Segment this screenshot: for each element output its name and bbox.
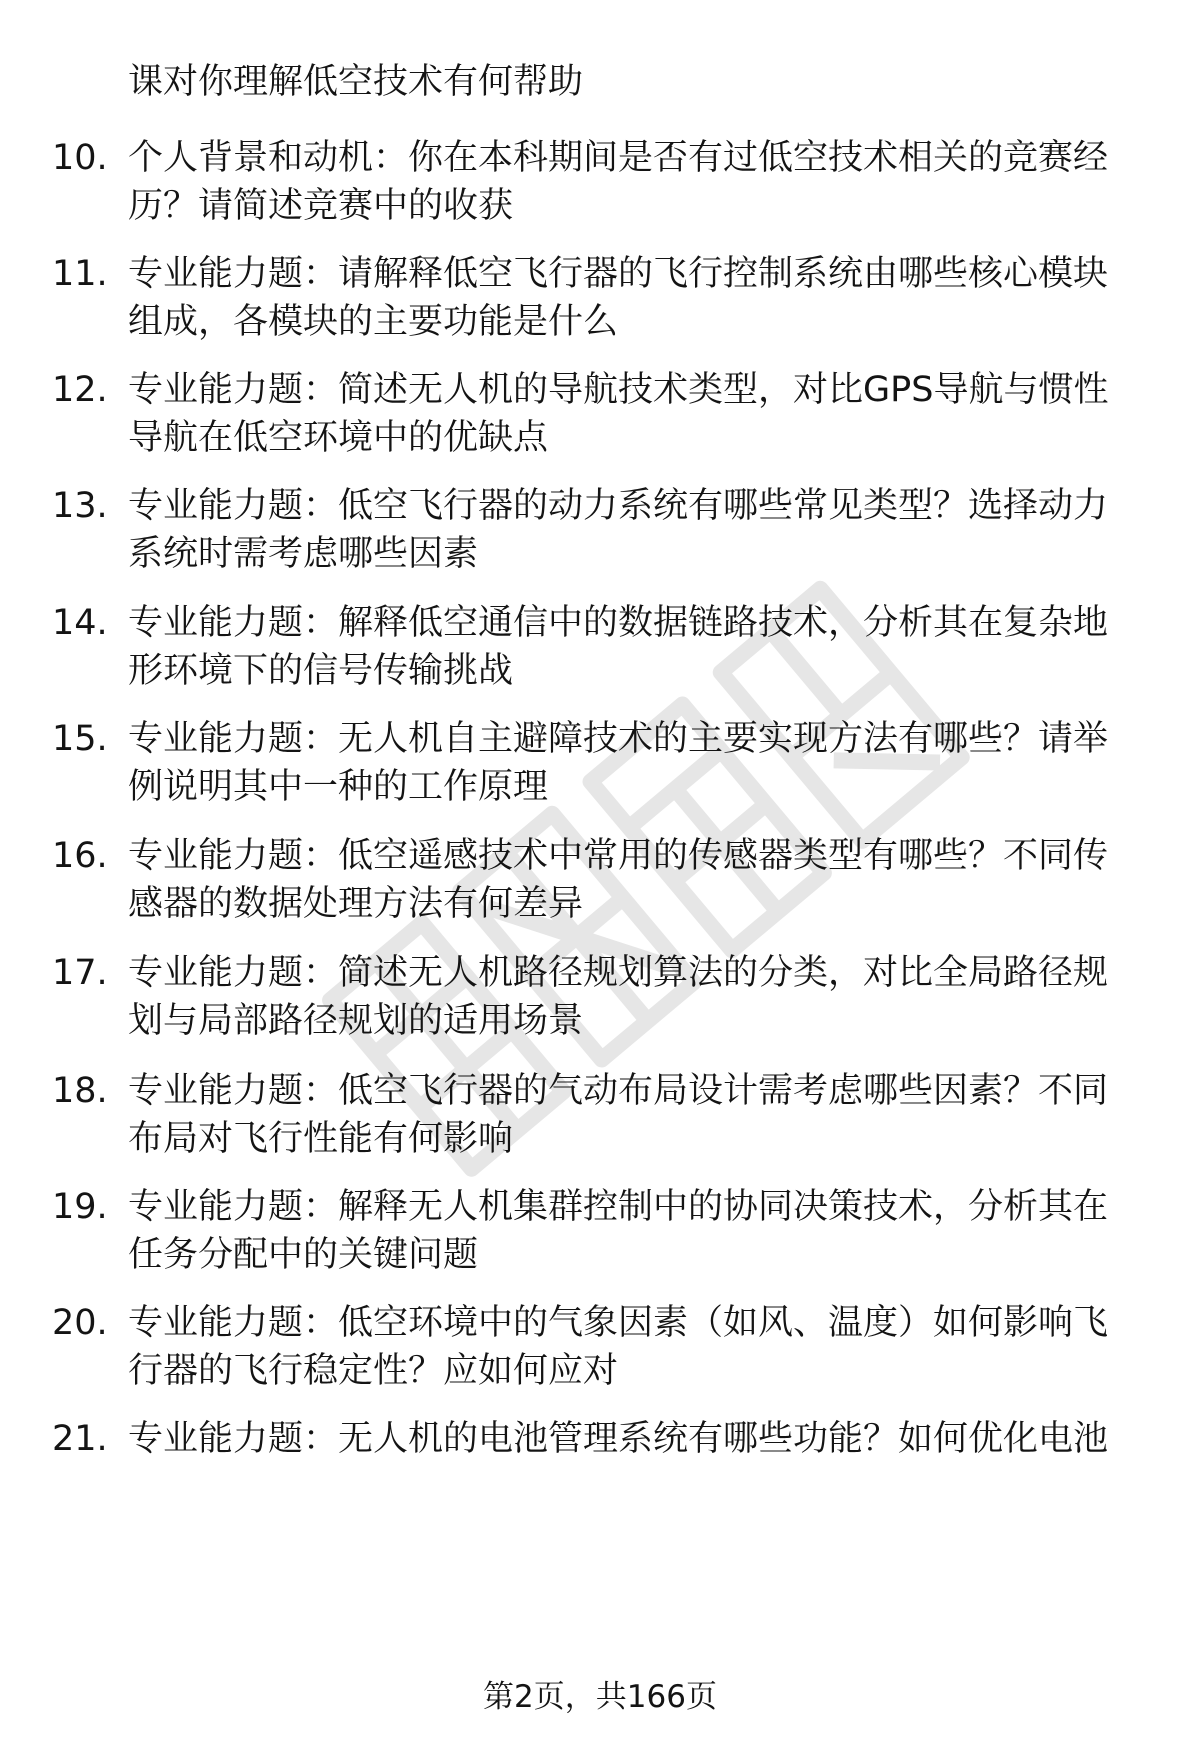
item-number: 18.	[52, 1071, 108, 1111]
item-text-line-2: 导航在低空环境中的优缺点	[128, 418, 549, 458]
item-number: 11.	[52, 254, 108, 294]
item-text-line-2: 感器的数据处理方法有何差异	[128, 884, 584, 924]
item-text-line-2: 形环境下的信号传输挑战	[128, 651, 514, 691]
page-footer: 第2页，共166页	[483, 1679, 717, 1715]
item-number: 21.	[52, 1419, 108, 1459]
item-text-line-2: 布局对飞行性能有何影响	[128, 1119, 514, 1159]
item-number: 20.	[52, 1303, 108, 1343]
item-number: 10.	[52, 138, 108, 178]
item-text-line-2: 划与局部路径规划的适用场景	[128, 1001, 584, 1041]
item-text-line-2: 行器的飞行稳定性？应如何应对	[128, 1351, 619, 1391]
item-number: 15.	[52, 719, 108, 759]
item-text-line-1: 专业能力题：请解释低空飞行器的飞行控制系统由哪些核心模块	[128, 254, 1109, 294]
item-text-line-1: 专业能力题：简述无人机路径规划算法的分类，对比全局路径规	[128, 953, 1109, 993]
item-number: 19.	[52, 1187, 108, 1227]
item-text-line-1: 专业能力题：无人机自主避障技术的主要实现方法有哪些？请举	[128, 719, 1109, 759]
item-number: 17.	[52, 953, 108, 993]
item-text-line-1: 专业能力题：解释低空通信中的数据链路技术，分析其在复杂地	[128, 603, 1109, 643]
item-text-line-1: 专业能力题：解释无人机集群控制中的协同决策技术，分析其在	[128, 1187, 1109, 1227]
item-number: 13.	[52, 486, 108, 526]
item-number: 12.	[52, 370, 108, 410]
item-number: 14.	[52, 603, 108, 643]
item-number: 16.	[52, 836, 108, 876]
item-text-line-1: 专业能力题：低空环境中的气象因素（如风、温度）如何影响飞	[128, 1303, 1109, 1343]
item-text-line-1: 专业能力题：低空飞行器的气动布局设计需考虑哪些因素？不同	[128, 1071, 1109, 1111]
item-text-line-1: 个人背景和动机：你在本科期间是否有过低空技术相关的竞赛经	[128, 138, 1109, 178]
item-text-line-2: 例说明其中一种的工作原理	[128, 767, 549, 807]
item-text-line-1: 专业能力题：低空遥感技术中常用的传感器类型有哪些？不同传	[128, 836, 1109, 876]
item-text-line-2: 任务分配中的关键问题	[128, 1235, 479, 1275]
item-text-line-1: 专业能力题：简述无人机的导航技术类型，对比GPS导航与惯性	[128, 370, 1109, 410]
item-text-line-2: 组成，各模块的主要功能是什么	[128, 302, 619, 342]
item-text-line-1: 专业能力题：低空飞行器的动力系统有哪些常见类型？选择动力	[128, 486, 1109, 526]
item-text-line-1: 专业能力题：无人机的电池管理系统有哪些功能？如何优化电池	[128, 1419, 1109, 1459]
item-text-line-2: 系统时需考虑哪些因素	[128, 534, 479, 574]
continued-line: 课对你理解低空技术有何帮助	[128, 62, 584, 102]
item-text-line-2: 历？请简述竞赛中的收获	[128, 186, 514, 226]
